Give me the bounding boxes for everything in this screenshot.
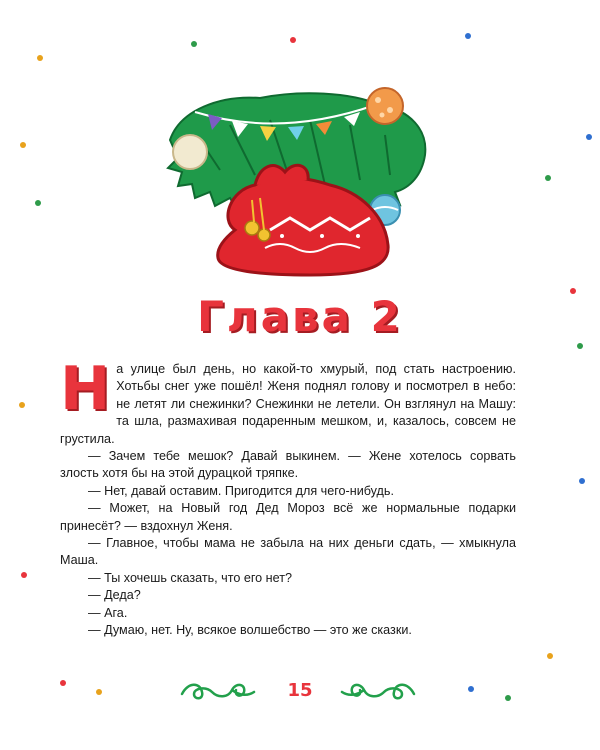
confetti-dot [35, 200, 41, 206]
chapter-title: Глава 2 [197, 292, 403, 341]
confetti-dot [547, 653, 553, 659]
dialogue-line: — Ты хочешь сказать, что его нет? [88, 570, 292, 585]
chapter-text [60, 354, 516, 640]
right-swirl-ornament [338, 678, 418, 704]
dialogue-line: — Деда? [88, 588, 141, 603]
confetti-dot [21, 572, 27, 578]
confetti-dot [465, 33, 471, 39]
confetti-dot [191, 41, 197, 47]
dialogue-line: — Нет, давай оставим. Пригодится для чего-нибудь. [88, 483, 394, 498]
confetti-dot [290, 37, 296, 43]
dialogue-line: — Думаю, нет. Ну, всякое волшебство — это же сказки. [88, 623, 412, 638]
ornament-cream [173, 135, 207, 169]
dialogue-line: — Может, на Новый год Дед Мороз всё же нормальные подарки принесёт? — вздохнул Женя. [60, 501, 516, 533]
confetti-dot [19, 402, 25, 408]
first-paragraph-text: а улице был день, но какой-то хмурый, под стать настроению. Хотьбы снег уже пошёл! Женя поднял голову и посмотрел в небо: не летят ли снежинки? Снежинки не летели. Он взглянул на Машу: та шла, размахивая подаренным мешком, и, казалось, совсем не грустила. [60, 362, 516, 446]
page-footer [0, 676, 600, 706]
confetti-dot [586, 134, 592, 140]
bell [245, 221, 259, 235]
bell [258, 229, 270, 241]
confetti-dot [20, 142, 26, 148]
dropcap-letter: Н [60, 354, 111, 424]
confetti-dot [577, 343, 583, 349]
confetti-dot [37, 55, 43, 61]
christmas-sack-illustration [160, 80, 440, 290]
page-number: 15 [287, 680, 313, 701]
confetti-dot [579, 478, 585, 484]
first-paragraph [60, 354, 516, 448]
confetti-dot [545, 175, 551, 181]
left-swirl-ornament [178, 678, 258, 704]
dialogue-line: — Зачем тебе мешок? Давай выкинем. — Жене хотелось сорвать злость хотя бы на этой дурацкой тряпке. [60, 449, 516, 481]
dialogue-line: — Ага. [88, 605, 128, 620]
ornament-orange [367, 88, 403, 124]
dialogue-line: — Главное, чтобы мама не забыла на них деньги сдать, — хмыкнула Маша. [60, 536, 516, 568]
